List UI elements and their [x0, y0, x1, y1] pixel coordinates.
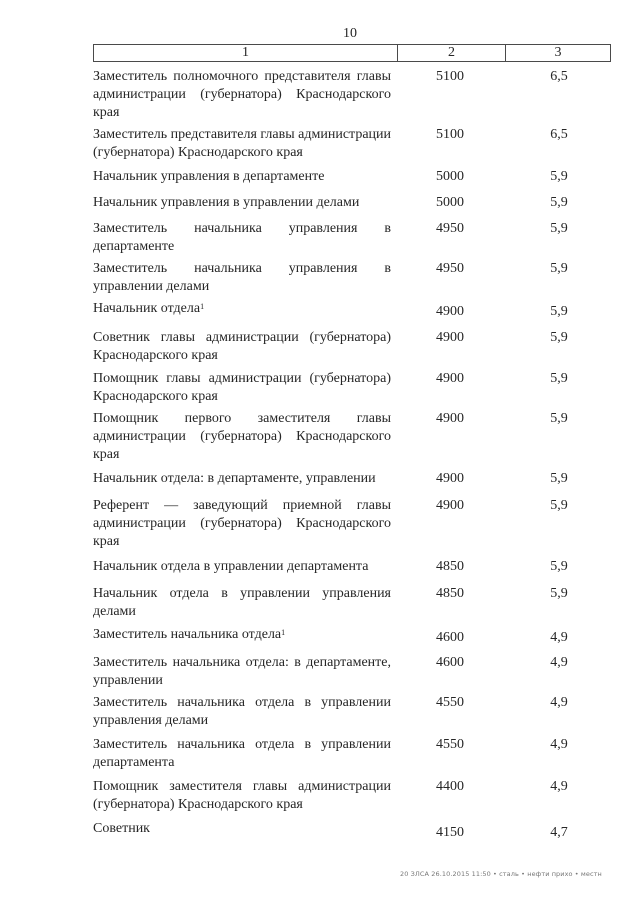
header-col-1: 1 — [94, 45, 398, 61]
position-name: Заместитель начальника отдела: в департаменте, управлении — [93, 655, 391, 688]
salary-value: 4550 — [436, 695, 464, 710]
table-row — [93, 778, 611, 814]
position-name: Советник главы администрации (губернатора) Краснодарского края — [93, 330, 391, 363]
footnote-marker: 1 — [200, 302, 205, 311]
table-row — [93, 410, 611, 464]
position-name: Заместитель представителя главы администрации (губернатора) Краснодарского края — [93, 127, 392, 160]
table-row — [93, 654, 611, 690]
salary-value: 4600 — [436, 655, 464, 670]
position-name — [93, 626, 391, 647]
salary-value: 4900 — [436, 304, 464, 319]
page-number: 10 — [343, 26, 357, 41]
coefficient-value: 5,9 — [550, 169, 568, 184]
table-row — [93, 168, 611, 186]
table-row — [93, 626, 611, 647]
footnote-marker: 1 — [281, 628, 286, 637]
salary-value: 4950 — [436, 261, 464, 276]
coefficient-value: 5,9 — [550, 304, 568, 319]
position-name — [93, 300, 391, 321]
table-row — [93, 370, 611, 406]
position-name: Заместитель начальника управления в управлении делами — [93, 261, 391, 294]
position-name-text: Заместитель начальника отдела — [93, 627, 282, 642]
table-row — [93, 329, 611, 365]
position-name: Начальник отдела в управлении департамента — [93, 559, 369, 574]
salary-value: 5000 — [436, 195, 464, 210]
position-name: Заместитель начальника отдела в управлении управления делами — [93, 695, 391, 728]
header-col-2: 2 — [398, 45, 506, 61]
position-name: Начальник отдела в управлении управления делами — [93, 586, 391, 619]
salary-value: 4900 — [436, 411, 464, 426]
position-name: Заместитель начальника отдела в управлении департамента — [93, 737, 391, 770]
salary-table — [93, 44, 611, 840]
coefficient-value: 4,9 — [550, 630, 568, 645]
header-col-3: 3 — [554, 45, 562, 60]
position-name: Советник — [93, 821, 150, 836]
coefficient-value: 5,9 — [550, 261, 568, 276]
position-name: Начальник отдела: в департаменте, управлении — [93, 471, 376, 486]
coefficient-value: 5,9 — [550, 498, 568, 513]
salary-value: 5100 — [436, 69, 464, 84]
table-row — [93, 820, 611, 842]
position-name-text: Начальник отдела — [93, 301, 201, 316]
table-row — [93, 694, 611, 730]
coefficient-value: 5,9 — [550, 586, 568, 601]
salary-value: 4550 — [436, 737, 464, 752]
salary-value: 4850 — [436, 586, 464, 601]
table-row — [93, 470, 611, 488]
table-row — [93, 220, 611, 256]
coefficient-value: 4,7 — [550, 825, 568, 840]
position-name: Начальник управления в департаменте — [93, 169, 325, 184]
salary-value: 4900 — [436, 371, 464, 386]
table-row — [93, 736, 611, 772]
footer-stamp: 20 ЗЛСА 26.10.2015 11:50 • сталь • нефти прихо • местн — [400, 870, 602, 878]
salary-value: 4850 — [436, 559, 464, 574]
table-row — [93, 126, 611, 162]
table-row — [93, 68, 611, 122]
position-name: Помощник главы администрации (губернатора) Краснодарского края — [93, 371, 391, 404]
position-name: Референт — заведующий приемной главы администрации (губернатора) Краснодарского края — [93, 498, 391, 549]
coefficient-value: 4,9 — [550, 695, 568, 710]
salary-value: 4950 — [436, 221, 464, 236]
position-name: Заместитель полномочного представителя главы администрации (губернатора) Краснодарского края — [93, 69, 391, 120]
coefficient-value: 5,9 — [550, 471, 568, 486]
coefficient-value: 5,9 — [550, 221, 568, 236]
coefficient-value: 4,9 — [550, 779, 568, 794]
salary-value: 4400 — [436, 779, 464, 794]
coefficient-value: 4,9 — [550, 655, 568, 670]
table-header-row — [93, 44, 611, 62]
table-row — [93, 194, 611, 212]
table-row — [93, 300, 611, 321]
coefficient-value: 5,9 — [550, 411, 568, 426]
salary-value: 5100 — [436, 127, 464, 142]
salary-value: 4600 — [436, 630, 464, 645]
position-name: Начальник управления в управлении делами — [93, 195, 360, 210]
table-row — [93, 585, 611, 621]
table-row — [93, 558, 611, 576]
salary-value: 5000 — [436, 169, 464, 184]
salary-value: 4900 — [436, 330, 464, 345]
position-name: Помощник заместителя главы администрации (губернатора) Краснодарского края — [93, 779, 391, 812]
coefficient-value: 5,9 — [550, 330, 568, 345]
salary-value: 4900 — [436, 471, 464, 486]
salary-value: 4900 — [436, 498, 464, 513]
table-row — [93, 497, 611, 551]
coefficient-value: 6,5 — [550, 127, 568, 142]
coefficient-value: 4,9 — [550, 737, 568, 752]
coefficient-value: 5,9 — [550, 559, 568, 574]
coefficient-value: 5,9 — [550, 371, 568, 386]
position-name: Заместитель начальника управления в департаменте — [93, 221, 391, 254]
table-row — [93, 260, 611, 296]
coefficient-value: 5,9 — [550, 195, 568, 210]
position-name: Помощник первого заместителя главы администрации (губернатора) Краснодарского края — [93, 411, 391, 462]
coefficient-value: 6,5 — [550, 69, 568, 84]
salary-value: 4150 — [436, 825, 464, 840]
